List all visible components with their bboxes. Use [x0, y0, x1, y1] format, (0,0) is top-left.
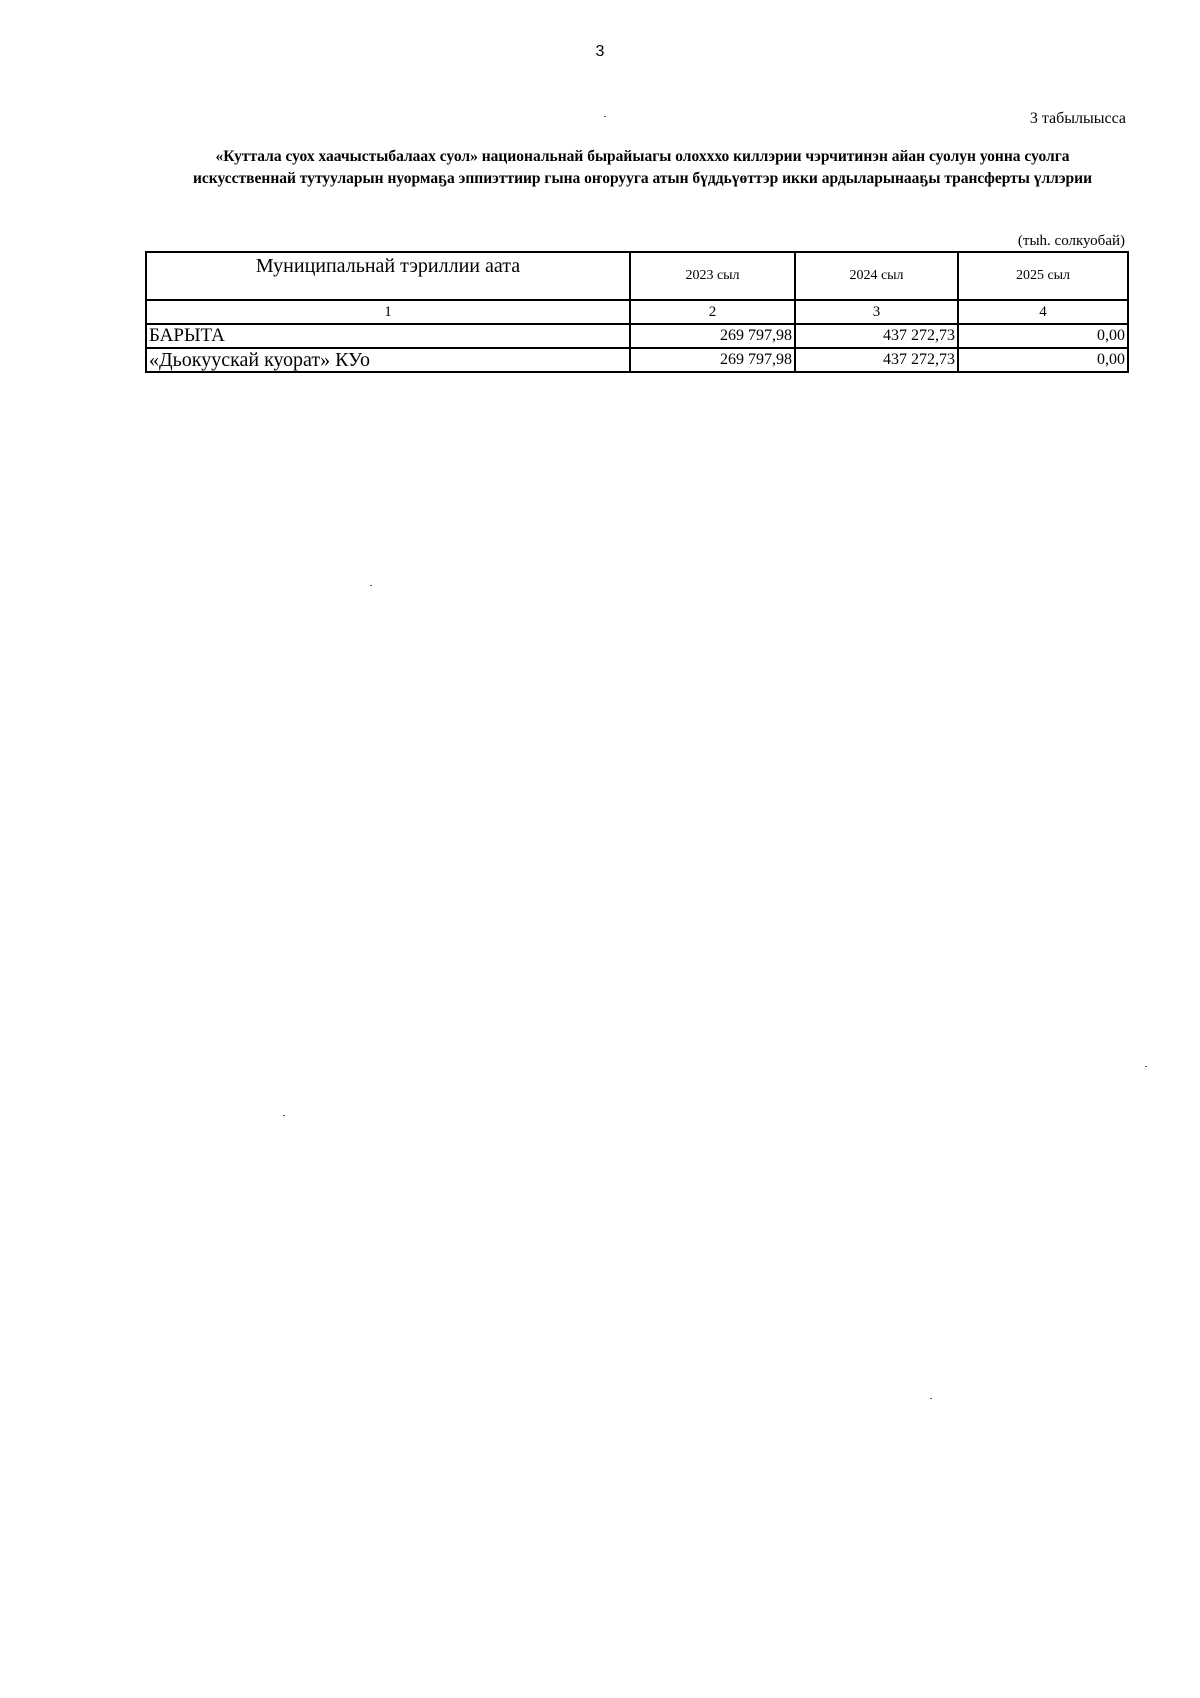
- column-number-row: [146, 300, 1128, 324]
- table-row: [146, 348, 1128, 372]
- header-year-2024: 2024 сыл: [795, 252, 958, 300]
- table-header-row: [146, 252, 1128, 300]
- scan-speck: [604, 116, 606, 117]
- value-2025: 0,00: [958, 348, 1128, 372]
- units-note: (тыһ. солкуобай): [1017, 233, 1125, 249]
- table-row-total: [146, 324, 1128, 348]
- value-2023: 269 797,98: [630, 348, 795, 372]
- scan-speck: [930, 1398, 932, 1399]
- header-municipality: Муниципальнай тэриллии аата: [146, 252, 630, 300]
- column-number: 2: [630, 300, 795, 324]
- row-name: «Дьокуускай куорат» КУо: [146, 348, 630, 372]
- value-2023: 269 797,98: [630, 324, 795, 348]
- transfer-table: [145, 251, 1129, 373]
- column-number: 3: [795, 300, 958, 324]
- row-name: БАРЫТА: [146, 324, 630, 348]
- column-number: 1: [146, 300, 630, 324]
- page-number: 3: [595, 43, 605, 60]
- scan-speck: [283, 1115, 285, 1116]
- value-2024: 437 272,73: [795, 348, 958, 372]
- scan-speck: [370, 585, 372, 586]
- scan-speck: [1145, 1066, 1147, 1067]
- value-2024: 437 272,73: [795, 324, 958, 348]
- header-year-2025: 2025 сыл: [958, 252, 1128, 300]
- value-2025: 0,00: [958, 324, 1128, 348]
- column-number: 4: [958, 300, 1128, 324]
- appendix-label: 3 табылыысса: [1029, 110, 1126, 127]
- header-year-2023: 2023 сыл: [630, 252, 795, 300]
- document-title: «Куттала суох хаачыстыбалаах суол» национальнай бырайыагы олохххо киллэрии чэрчитинэн айан суолун уонна суолга искусственнай тутууларын нуормаҕа эппиэттиир гына оҥоруугa атын бүддьүөттэр икки ардыларынааҕы трансферты үллэрии: [192, 148, 1093, 187]
